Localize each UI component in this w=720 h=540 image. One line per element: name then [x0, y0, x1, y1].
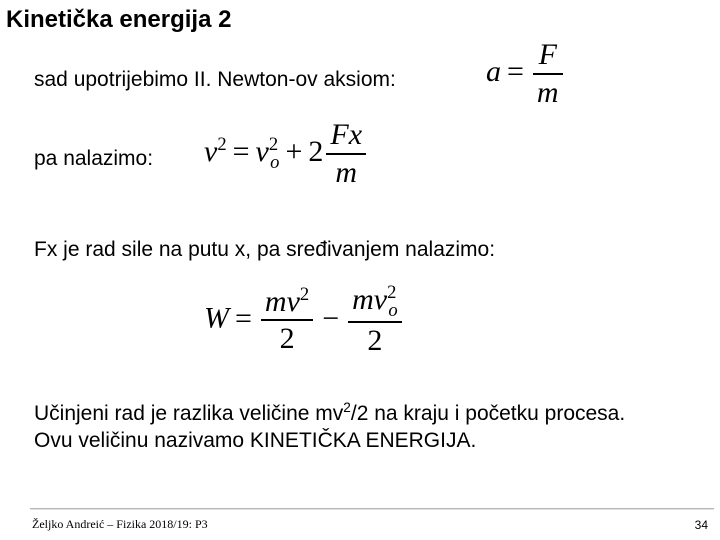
eq2-lhs-v: v	[204, 135, 218, 169]
eq1-equals: =	[507, 55, 524, 89]
eq2-lhs-exp: 2	[217, 134, 227, 156]
eq2-denominator: m	[335, 155, 358, 189]
text-conclusion-2: Ovu veličinu nazivamo KINETIČKA ENERGIJA.	[34, 429, 477, 452]
text-newton-law: sad upotrijebimo II. Newton-ov aksiom:	[34, 68, 396, 91]
eq3-denominator-final: 2	[279, 322, 295, 356]
eq1-denominator: m	[536, 75, 559, 109]
text-work-definition: Fx je rad sile na putu x, pa sređivanjem nalazimo:	[34, 238, 496, 261]
eq2-v0-sub: o	[270, 152, 280, 174]
eq1-lhs: a	[486, 55, 501, 89]
eq2-v0: v	[255, 135, 269, 169]
eq3-equals: =	[235, 301, 252, 335]
eq2-plus: +	[285, 135, 303, 169]
footer-divider	[30, 508, 714, 510]
eq3-lhs: W	[204, 301, 229, 335]
equation-acceleration	[486, 38, 566, 111]
eq3-numerator-initial: $mv^2_o$	[348, 282, 402, 323]
eq3-fraction-final	[261, 284, 313, 358]
footer-author: Željko Andreić – Fizika 2018/19: P3	[32, 517, 208, 531]
equation-velocity	[204, 118, 369, 191]
eq2-fraction	[326, 118, 366, 191]
text-conclusion-1: Učinjeni rad je razlika veličine $mv^2/2$ na kraju i početku procesa.	[34, 400, 626, 425]
eq2-equals: =	[232, 135, 250, 169]
eq2-coef: 2	[308, 135, 324, 169]
eq2-v0-exp: 2	[268, 134, 279, 156]
eq2-numerator: Fx	[326, 118, 366, 155]
equation-work	[204, 282, 405, 359]
eq3-denominator-initial: 2	[367, 324, 383, 358]
eq3-fraction-initial	[348, 282, 402, 359]
eq1-numerator: F	[533, 38, 563, 75]
eq3-minus: −	[322, 301, 340, 335]
eq1-fraction	[533, 38, 563, 111]
eq3-numerator-final: $mv^2$	[261, 284, 313, 322]
text-we-find: pa nalazimo:	[34, 147, 154, 170]
slide-title: Kinetička energija 2	[6, 6, 232, 33]
page-number: 34	[694, 518, 708, 532]
